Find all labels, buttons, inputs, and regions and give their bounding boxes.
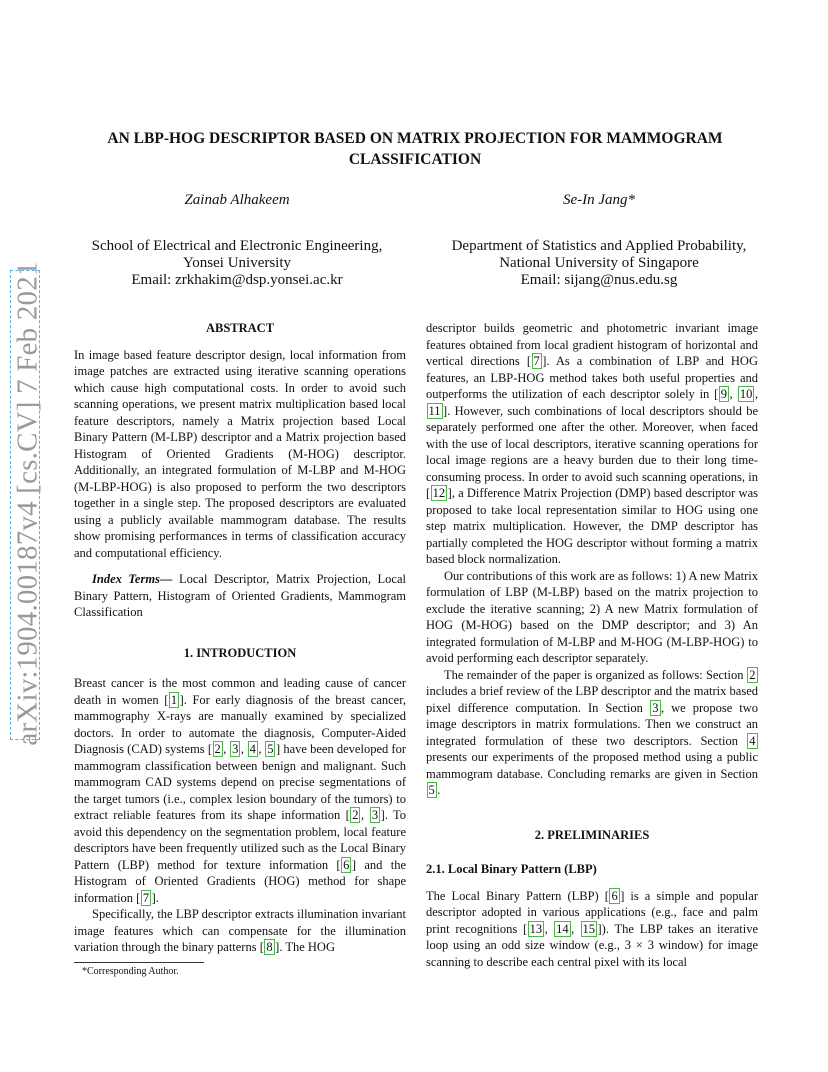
- citation-link[interactable]: 14: [556, 921, 569, 936]
- author-block-1: [72, 192, 402, 289]
- author-email: Email: zrkhakim@dsp.yonsei.ac.kr: [131, 272, 343, 288]
- index-terms: [74, 571, 406, 621]
- citation-link[interactable]: 6: [611, 888, 618, 903]
- citation-link[interactable]: 9: [720, 387, 727, 401]
- author-affiliation-2: Yonsei University: [182, 255, 292, 271]
- citation-link[interactable]: 8: [266, 940, 273, 954]
- intro-paragraph-1: Breast cancer is the most common and leading cause of cancer death in women [ 1 ]. For early diagnosis of the breast cancer, mammography X-rays are manually examined by specialized doctors. In order to automate the diagnosis, Computer-Aided Diagnosis (CAD) systems [ 2 , 3 , 4 , 5 ] have been developed for mammogram classification between benign and malignant. Such mammogram CAD systems depend on precise segmentations of the target tumors (i.e., complex lesion boundary of the tumors) to extract reliable features from its shape information [ 2 , 3 ]. To avoid this dependency on the segmentation problem, local feature descriptors have been frequently utilized such as the Local Binary Pattern (LBP) method for texture information [ 6 ] and the Histogram of Oriented Gradients (HOG) method for shape information [ 7 ].: [74, 676, 407, 905]
- section-link[interactable]: 5: [428, 783, 435, 797]
- abstract-heading: ABSTRACT: [205, 321, 275, 335]
- author-block-2: [430, 192, 768, 289]
- right-paragraph-2: Our contributions of this work are as follows: 1) A new Matrix formulation of LBP (M-LBP) based on the matrix projection to exclude the iterative scanning; 2) A new Matrix formulation of HOG (M-HOG) based on the DMP descriptor; and 3) An integrated formulation of M-LBP and M-HOG (M-LBP-HOG) to avoid performing each descriptor separately.: [426, 568, 758, 665]
- arxiv-id: arXiv:1904.00187v4 [cs.CV] 7 Feb 2021: [11, 260, 44, 746]
- index-terms-label: Index Terms—: [92, 572, 173, 586]
- citation-link[interactable]: 15: [582, 921, 595, 936]
- arxiv-stamp: [8, 260, 48, 746]
- citation-link[interactable]: 3: [232, 742, 239, 756]
- citation-link[interactable]: 4: [249, 742, 256, 756]
- title-line-1: AN LBP-HOG DESCRIPTOR BASED ON MATRIX PROJECTION FOR MAMMOGRAM: [107, 130, 723, 147]
- preliminaries-heading: 2. PRELIMINARIES: [534, 827, 650, 842]
- citation-link[interactable]: 7: [142, 890, 150, 905]
- right-paragraph-3: The remainder of the paper is organized as follows: Section 2 includes a brief review of the LBP descriptor and the matrix based pixel difference computation. In Section 3 , we propose two image descriptors in matrix formulations. Then we construct an integrated formulation of these two descriptors. Section 4 presents our experiments of the proposed method using a public mammogram database. Concluding remarks are given in Section 5 .: [426, 667, 758, 797]
- title-line-2: CLASSIFICATION: [348, 151, 482, 168]
- abstract-text: In image based feature descriptor design, local information from image patches are extracted using iterative scanning operations which cause high computational costs. In order to avoid such scanning operations, we present matrix multiplication based local feature descriptors, namely a Matrix projection based Local Binary Pattern (M-LBP) descriptor and a Matrix projection based Histogram of Oriented Gradients (M-HOG) descriptor. Additionally, an integrated formulation of M-LBP and M-HOG (M-LBP-HOG) is also proposed to perform the two descriptors together in a single step. The proposed descriptors are evaluated using a publicly available mammogram database. The results show promising performances in terms of classification accuracy and computational efficiency.: [74, 347, 406, 560]
- author-affiliation-1: Department of Statistics and Applied Probability,: [451, 238, 747, 254]
- author-affiliation-1: School of Electrical and Electronic Engineering,: [91, 238, 383, 254]
- footnote: *Corresponding Author.: [82, 966, 179, 977]
- right-column: [426, 320, 758, 970]
- citation-link[interactable]: 3: [371, 808, 379, 822]
- left-column: [74, 320, 406, 956]
- citation-link[interactable]: 7: [533, 354, 540, 368]
- intro-paragraph-2: Specifically, the LBP descriptor extracts illumination invariant image features which can compensate for the illumination variation through the binary patterns [ 8 ]. The HOG: [74, 907, 406, 954]
- citation-link[interactable]: 1: [170, 692, 178, 707]
- citation-link[interactable]: 10: [739, 387, 753, 401]
- section-link[interactable]: 2: [749, 667, 756, 682]
- citation-link[interactable]: 6: [343, 857, 350, 872]
- right-paragraph-4: The Local Binary Pattern (LBP) [ 6 ] is a simple and popular descriptor adopted in various applications (e.g., face and palm print recognitions [ 13 , 14 , 15 ]). The LBP takes an iterative loop using an odd size window (e.g., 3 × 3 window) for image scanning to describe each central pixel with its local: [426, 888, 759, 969]
- citation-link[interactable]: 11: [428, 403, 441, 418]
- lbp-heading: 2.1. Local Binary Pattern (LBP): [426, 862, 597, 876]
- paper-title: [70, 128, 760, 170]
- citation-link[interactable]: 2: [352, 808, 359, 822]
- citation-link[interactable]: 5: [267, 742, 274, 756]
- right-paragraph-1: descriptor builds geometric and photometric invariant image features obtained from local gradient histogram of horizontal and vertical directions [ 7 ]. As a combination of LBP and HOG features, an LBP-HOG method takes both useful properties and outperforms the utilization of each descriptor solely in [ 9 , 10 , 11 ]. However, such combinations of local descriptors should be separately performed one after the other. Moreover, when faced with the use of local descriptors, iterative scanning operations for local image regions are a heavy burden due to their long time-consuming process. In order to avoid such scanning operations, in [ 12 ], a Difference Matrix Projection (DMP) based descriptor was proposed to take local representation similar to HOG using one step matrix multiplication. However, the DMP descriptor has partially completed the HOG descriptor without forming a matrix based block normalization.: [426, 321, 759, 566]
- index-terms-text: Local Descriptor, Matrix Projection, Local Binary Pattern, Histogram of Oriented Gradients, Mammogram Classification: [74, 572, 406, 619]
- author-affiliation-2: National University of Singapore: [499, 255, 699, 271]
- author-name: Se-In Jang*: [562, 192, 636, 208]
- intro-heading: 1. INTRODUCTION: [183, 645, 297, 660]
- citation-link[interactable]: 2: [214, 742, 221, 756]
- section-link[interactable]: 4: [749, 733, 756, 748]
- citation-link[interactable]: 12: [432, 486, 446, 500]
- citation-link[interactable]: 13: [529, 921, 543, 936]
- author-name: Zainab Alhakeem: [184, 192, 290, 208]
- author-email: Email: sijang@nus.edu.sg: [520, 272, 678, 288]
- section-link[interactable]: 3: [652, 700, 659, 715]
- footnote-rule: [74, 962, 204, 963]
